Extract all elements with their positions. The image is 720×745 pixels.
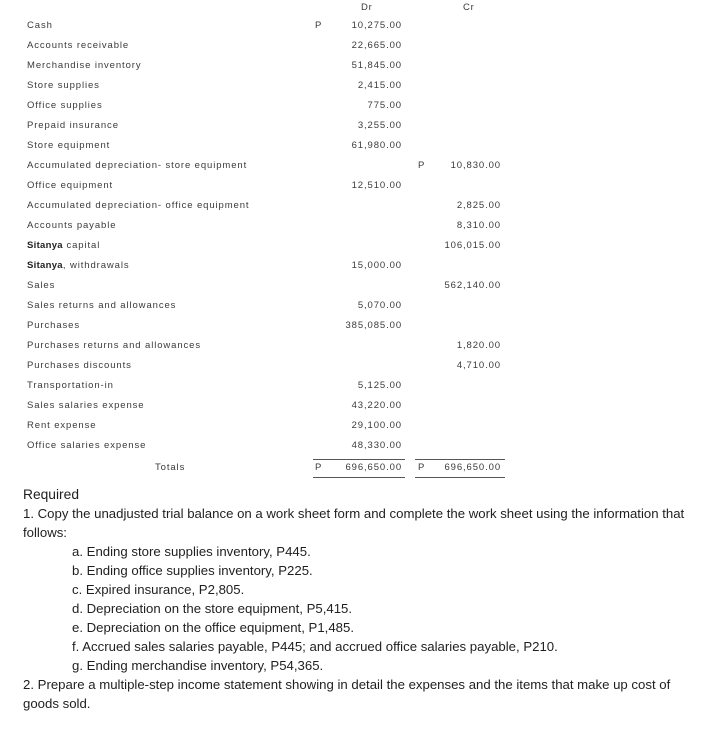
account-name: [27, 140, 110, 151]
account-name: [27, 60, 141, 71]
account-label: Sales: [27, 280, 56, 291]
account-label: Sales returns and allowances: [27, 300, 177, 311]
account-row: [0, 240, 720, 258]
totals-label: Totals: [155, 462, 186, 473]
credit-total: 696,650.00: [444, 462, 501, 473]
debit-amount: 15,000.00: [351, 260, 402, 271]
account-name: [27, 100, 103, 111]
account-row: [0, 400, 720, 418]
account-name: [27, 320, 80, 331]
account-label: Office supplies: [27, 100, 103, 111]
debit-amount: 51,845.00: [351, 60, 402, 71]
debit-amount: 22,665.00: [351, 40, 402, 51]
account-label: Transportation-in: [27, 380, 114, 391]
account-name: [27, 340, 201, 351]
account-row: [0, 320, 720, 338]
owner-name: Sitanya: [27, 260, 63, 271]
account-label: Purchases returns and allowances: [27, 340, 202, 351]
debit-amount: 2,415.00: [357, 80, 402, 91]
account-row: [0, 260, 720, 278]
account-label: Rent expense: [27, 420, 97, 431]
account-label: Accounts payable: [27, 220, 117, 231]
debit-amount: 48,330.00: [351, 440, 402, 451]
account-name: [27, 80, 100, 91]
account-row: [0, 160, 720, 178]
account-row: [0, 80, 720, 98]
account-name: [27, 40, 129, 51]
account-label: Prepaid insurance: [27, 120, 119, 131]
account-name: [27, 260, 130, 271]
credit-amount: 10,830.00: [450, 160, 501, 171]
requirement-subitem: d. Depreciation on the store equipment, P5,415.: [72, 601, 353, 616]
owner-name: Sitanya: [27, 240, 63, 251]
credit-amount: 106,015.00: [444, 240, 501, 251]
debit-amount: 5,070.00: [357, 300, 402, 311]
credit-currency: P: [418, 160, 426, 171]
debit-amount: 3,255.00: [357, 120, 402, 131]
account-name: [27, 360, 132, 371]
account-row: [0, 60, 720, 78]
account-label: Accounts receivable: [27, 40, 130, 51]
debit-amount: 12,510.00: [351, 180, 402, 191]
debit-amount: 5,125.00: [357, 380, 402, 391]
account-label: Accumulated depreciation- store equipment: [27, 160, 248, 171]
account-label: Office equipment: [27, 180, 114, 191]
account-label: , withdrawals: [62, 260, 130, 271]
requirement-subitem: a. Ending store supplies inventory, P445.: [72, 544, 311, 559]
account-row: [0, 140, 720, 158]
requirement-2: 2. Prepare a multiple-step income statement showing in detail the expenses and the items that make up cost of goods sold.: [23, 677, 671, 711]
account-row: [0, 40, 720, 58]
account-label: capital: [62, 240, 101, 251]
account-name: [27, 160, 247, 171]
requirement-subitem: c. Expired insurance, P2,805.: [72, 582, 245, 597]
account-label: Purchases discounts: [27, 360, 132, 371]
requirement-1: 1. Copy the unadjusted trial balance on a work sheet form and complete the work sheet using the information that follows:: [23, 506, 685, 540]
account-row: [0, 280, 720, 298]
debit-total: 696,650.00: [345, 462, 402, 473]
debit-column-header: Dr: [361, 2, 373, 13]
debit-amount: 61,980.00: [351, 140, 402, 151]
debit-amount: 385,085.00: [345, 320, 402, 331]
account-label: Office salaries expense: [27, 440, 147, 451]
account-name: [27, 380, 114, 391]
credit-amount: 4,710.00: [456, 360, 501, 371]
account-row: [0, 360, 720, 378]
required-title: Required: [23, 487, 79, 502]
account-row: [0, 420, 720, 438]
account-row: [0, 300, 720, 318]
account-label: Sales salaries expense: [27, 400, 145, 411]
account-row: [0, 440, 720, 458]
credit-total-currency: P: [418, 462, 426, 473]
debit-total-currency: P: [315, 462, 323, 473]
debit-amount: 43,220.00: [351, 400, 402, 411]
credit-amount: 8,310.00: [456, 220, 501, 231]
account-row: [0, 380, 720, 398]
account-name: [27, 120, 119, 131]
account-name: [27, 280, 55, 291]
account-label: Merchandise inventory: [27, 60, 142, 71]
account-name: [27, 440, 146, 451]
account-name: [27, 400, 145, 411]
requirement-subitem: b. Ending office supplies inventory, P225.: [72, 563, 313, 578]
account-label: Store supplies: [27, 80, 100, 91]
account-name: [27, 220, 116, 231]
account-row: [0, 220, 720, 238]
account-name: [27, 420, 96, 431]
debit-double-rule: [313, 477, 405, 478]
account-label: Store equipment: [27, 140, 111, 151]
requirement-subitem: e. Depreciation on the office equipment, P1,485.: [72, 620, 355, 635]
account-row: [0, 340, 720, 358]
account-name: [27, 20, 53, 31]
debit-currency: P: [315, 20, 323, 31]
credit-column-header: Cr: [463, 2, 475, 13]
account-row: [0, 120, 720, 138]
account-row: [0, 180, 720, 198]
debit-amount: 775.00: [367, 100, 402, 111]
account-row: [0, 200, 720, 218]
account-name: [27, 240, 100, 251]
account-row: [0, 20, 720, 38]
credit-double-rule: [415, 477, 505, 478]
credit-amount: 2,825.00: [456, 200, 501, 211]
account-row: [0, 100, 720, 118]
account-label: Accumulated depreciation- office equipment: [27, 200, 250, 211]
requirement-subitem: f. Accrued sales salaries payable, P445; and accrued office salaries payable, P210.: [72, 639, 558, 654]
debit-total-rule: [313, 459, 405, 460]
account-label: Purchases: [27, 320, 80, 331]
account-name: [27, 180, 113, 191]
credit-total-rule: [415, 459, 505, 460]
credit-amount: 562,140.00: [444, 280, 501, 291]
account-name: [27, 300, 176, 311]
account-name: [27, 200, 249, 211]
account-label: Cash: [27, 20, 53, 31]
requirement-subitem: g. Ending merchandise inventory, P54,365.: [72, 658, 324, 673]
requirements: [23, 485, 693, 713]
debit-amount: 29,100.00: [351, 420, 402, 431]
credit-amount: 1,820.00: [456, 340, 501, 351]
requirement-1-subitems: [23, 542, 693, 675]
debit-amount: 10,275.00: [351, 20, 402, 31]
